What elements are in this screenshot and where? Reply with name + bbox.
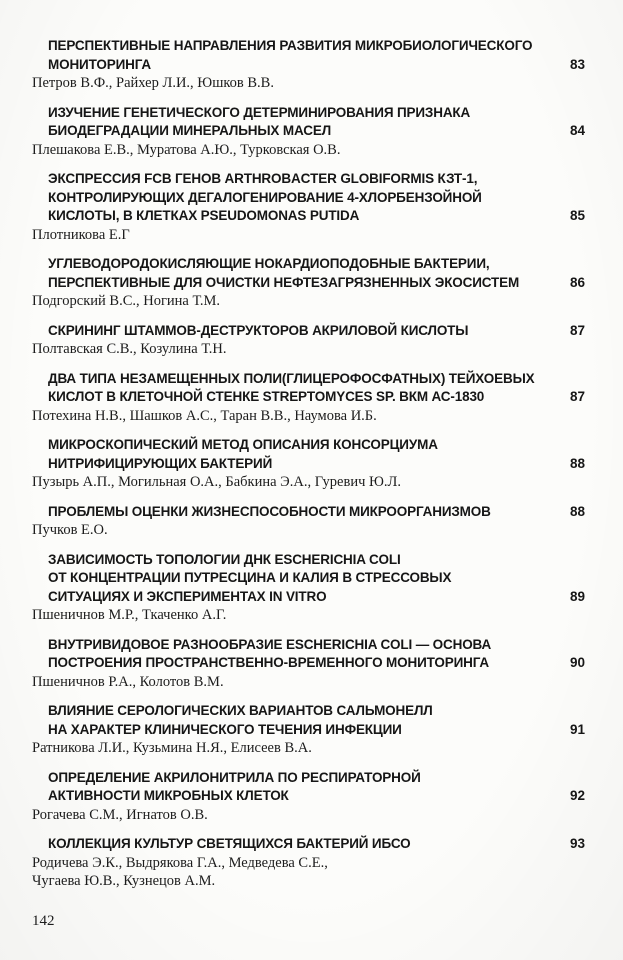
toc-entry <box>32 104 585 160</box>
entry-title-line <box>48 189 585 208</box>
entry-authors-line: Ратникова Л.И., Кузьмина Н.Я., Елисеев В.А. <box>32 740 312 756</box>
entry-authors-line: Подгорский В.С., Ногина Т.М. <box>32 293 221 309</box>
entry-title-text: СИТУАЦИЯХ И ЭКСПЕРИМЕНТАХ IN VITRO <box>48 588 327 604</box>
entry-authors-line: Полтавская С.В., Козулина Т.Н. <box>32 341 227 357</box>
entry-authors-line: Плотникова Е.Г <box>32 226 130 243</box>
entry-page-number: 90 <box>569 655 585 670</box>
entry-authors <box>32 606 585 625</box>
entry-title <box>32 551 585 607</box>
entry-title <box>32 769 585 806</box>
entry-title <box>32 835 585 854</box>
toc-entry <box>32 503 585 540</box>
entry-title-line <box>48 370 585 389</box>
entry-authors <box>32 521 585 540</box>
entry-title-text: НА ХАРАКТЕР КЛИНИЧЕСКОГО ТЕЧЕНИЯ ИНФЕКЦИИ <box>48 721 402 737</box>
entry-title-line <box>48 654 585 673</box>
toc-entry <box>32 370 585 426</box>
entry-title-text: КИСЛОТ В КЛЕТОЧНОЙ СТЕНКЕ STREPTOMYCES SP. ВКМ АС-1830 <box>48 389 485 404</box>
entry-authors <box>32 74 585 93</box>
entry-authors-line: Чугаева Ю.В., Кузнецов А.М. <box>32 873 216 889</box>
entry-authors-line: Пузырь А.П., Могильная О.А., Бабкина Э.А., Гуревич Ю.Л. <box>32 474 401 490</box>
entry-title-line <box>48 255 585 274</box>
toc-entry <box>32 322 585 359</box>
entry-title-line <box>48 388 585 407</box>
entry-title-text: КИСЛОТЫ, В КЛЕТКАХ PSEUDOMONAS PUTIDA <box>48 208 360 223</box>
entry-authors-line: Пшеничнов М.Р., Ткаченко А.Г. <box>32 607 227 623</box>
entry-title-text: ЗАВИСИМОСТЬ ТОПОЛОГИИ ДНК ESCHERICHIA COLI <box>48 551 401 567</box>
entry-title-line <box>48 769 585 788</box>
entry-title-text: ПЕРСПЕКТИВНЫЕ НАПРАВЛЕНИЯ РАЗВИТИЯ МИКРОБИОЛОГИЧЕСКОГО <box>48 38 533 53</box>
entry-title <box>32 503 585 522</box>
entry-title-text: ОПРЕДЕЛЕНИЕ АКРИЛОНИТРИЛА ПО РЕСПИРАТОРНОЙ <box>48 769 421 785</box>
entry-title <box>32 255 585 292</box>
entry-page-number: 84 <box>569 123 585 138</box>
entry-authors <box>32 806 585 825</box>
entry-page-number: 87 <box>569 389 585 404</box>
entry-title-text: СКРИНИНГ ШТАММОВ-ДЕСТРУКТОРОВ АКРИЛОВОЙ КИСЛОТЫ <box>48 322 469 338</box>
toc-entry <box>32 769 585 825</box>
entry-title-line <box>48 503 585 522</box>
entry-page-number: 89 <box>569 588 585 604</box>
entry-title <box>32 702 585 739</box>
entry-title-line <box>48 721 585 740</box>
entry-title-line <box>48 835 585 854</box>
entry-authors <box>32 340 585 359</box>
entry-title-text: МОНИТОРИНГА <box>48 56 151 72</box>
entry-title-text: ДВА ТИПА НЕЗАМЕЩЕННЫХ ПОЛИ(ГЛИЦЕРОФОСФАТНЫХ) ТЕЙХОЕВЫХ <box>48 370 535 386</box>
entry-title-line <box>48 274 585 293</box>
entry-title <box>32 37 585 74</box>
toc-entry <box>32 636 585 692</box>
entry-authors-line: Пучков Е.О. <box>32 522 108 538</box>
entry-page-number: 88 <box>569 503 585 519</box>
entry-page-number: 92 <box>569 788 585 803</box>
page-number: 142 <box>32 912 55 929</box>
entry-page-number: 83 <box>569 56 585 72</box>
toc-entry <box>32 170 585 244</box>
entry-title-text: КОЛЛЕКЦИЯ КУЛЬТУР СВЕТЯЩИХСЯ БАКТЕРИЙ ИБСО <box>48 836 411 851</box>
entry-title-text: УГЛЕВОДОРОДОКИСЛЯЮЩИЕ НОКАРДИОПОДОБНЫЕ БАКТЕРИИ, <box>48 256 490 271</box>
entry-title-line <box>48 322 585 341</box>
entry-title <box>32 104 585 141</box>
entry-authors <box>32 739 585 758</box>
toc-entry <box>32 436 585 492</box>
entry-title-text: ПЕРСПЕКТИВНЫЕ ДЛЯ ОЧИСТКИ НЕФТЕЗАГРЯЗНЕННЫХ ЭКОСИСТЕМ <box>48 274 520 290</box>
entry-title <box>32 436 585 473</box>
entry-title-text: НИТРИФИЦИРУЮЩИХ БАКТЕРИЙ <box>48 455 273 471</box>
entry-title <box>32 170 585 226</box>
entry-title-line <box>48 436 585 455</box>
entry-authors-line: Петров В.Ф., Райхер Л.И., Юшков В.В. <box>32 75 274 91</box>
entry-authors-line: Рогачева С.М., Игнатов О.В. <box>32 806 208 823</box>
entry-authors <box>32 473 585 492</box>
entry-title-line <box>48 37 585 56</box>
entry-title-line <box>48 702 585 721</box>
entry-page-number: 93 <box>569 836 585 851</box>
entry-title-line <box>48 551 585 570</box>
entry-title-line <box>48 104 585 123</box>
toc-entry <box>32 551 585 625</box>
entry-title-text: ВЛИЯНИЕ СЕРОЛОГИЧЕСКИХ ВАРИАНТОВ САЛЬМОНЕЛЛ <box>48 703 433 718</box>
entry-title-text: ВНУТРИВИДОВОЕ РАЗНООБРАЗИЕ ESCHERICHIA COLI — ОСНОВА <box>48 636 492 652</box>
entry-title-text: ЭКСПРЕССИЯ FCB ГЕНОВ ARTHROBACTER GLOBIFORMIS КЗТ-1, <box>48 171 478 186</box>
entry-title-line <box>48 588 585 607</box>
entry-title-line <box>48 207 585 226</box>
entry-authors-line: Пшеничнов Р.А., Колотов В.М. <box>32 673 224 690</box>
entry-title-line <box>48 787 585 806</box>
entry-authors-line: Плешакова Е.В., Муратова А.Ю., Турковская О.В. <box>32 141 341 158</box>
entry-title-line <box>48 455 585 474</box>
entry-page-number: 87 <box>569 322 585 338</box>
entry-authors <box>32 407 585 426</box>
entry-title-text: КОНТРОЛИРУЮЩИХ ДЕГАЛОГЕНИРОВАНИЕ 4-ХЛОРБЕНЗОЙНОЙ <box>48 189 482 205</box>
entry-title-text: ПРОБЛЕМЫ ОЦЕНКИ ЖИЗНЕСПОСОБНОСТИ МИКРООРГАНИЗМОВ <box>48 503 491 519</box>
entry-authors-line: Родичева Э.К., Выдрякова Г.А., Медведева С.Е., <box>32 854 328 871</box>
entry-title-text: ПОСТРОЕНИЯ ПРОСТРАНСТВЕННО-ВРЕМЕННОГО МОНИТОРИНГА <box>48 655 490 670</box>
entry-title-text: АКТИВНОСТИ МИКРОБНЫХ КЛЕТОК <box>48 788 289 803</box>
entry-authors <box>32 141 585 160</box>
toc-entries <box>32 37 585 891</box>
entry-title <box>32 370 585 407</box>
entry-authors <box>32 854 585 891</box>
entry-title <box>32 322 585 341</box>
entry-authors <box>32 292 585 311</box>
entry-title-line <box>48 56 585 75</box>
entry-title-text: БИОДЕГРАДАЦИИ МИНЕРАЛЬНЫХ МАСЕЛ <box>48 123 332 138</box>
toc-entry <box>32 835 585 891</box>
entry-title-text: ОТ КОНЦЕНТРАЦИИ ПУТРЕСЦИНА И КАЛИЯ В СТРЕССОВЫХ <box>48 570 452 585</box>
entry-page-number: 85 <box>569 208 585 223</box>
entry-title-line <box>48 569 585 588</box>
entry-title-line <box>48 170 585 189</box>
entry-title-line <box>48 636 585 655</box>
entry-authors <box>32 226 585 245</box>
entry-title-text: МИКРОСКОПИЧЕСКИЙ МЕТОД ОПИСАНИЯ КОНСОРЦИУМА <box>48 437 438 452</box>
entry-page-number: 88 <box>569 455 585 471</box>
entry-authors-line: Потехина Н.В., Шашков А.С., Таран В.В., Наумова И.Б. <box>32 407 377 424</box>
entry-page-number: 91 <box>569 721 585 737</box>
entry-title-text: ИЗУЧЕНИЕ ГЕНЕТИЧЕСКОГО ДЕТЕРМИНИРОВАНИЯ ПРИЗНАКА <box>48 104 471 120</box>
toc-entry <box>32 37 585 93</box>
toc-entry <box>32 702 585 758</box>
toc-entry <box>32 255 585 311</box>
entry-title-line <box>48 122 585 141</box>
entry-page-number: 86 <box>569 274 585 290</box>
entry-title <box>32 636 585 673</box>
entry-authors <box>32 673 585 692</box>
